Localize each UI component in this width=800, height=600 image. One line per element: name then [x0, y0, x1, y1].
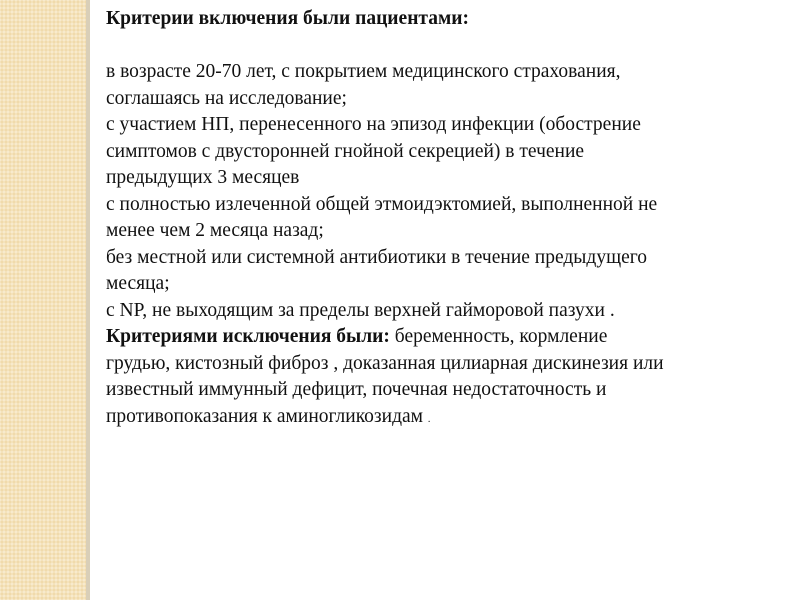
exclusion-criteria: [106, 324, 756, 433]
exclusion-first-line: [106, 324, 756, 351]
period-mark: .: [427, 413, 431, 425]
exclusion-heading: Критериями исключения были:: [106, 326, 390, 347]
slide-content: [106, 6, 756, 433]
spacer: [106, 33, 756, 60]
exclusion-text: противопоказания к аминогликозидам: [106, 405, 428, 427]
inclusion-line: в возрасте 20-70 лет, с покрытием медицинского страхования,: [106, 61, 621, 82]
inclusion-line: с участием НП, перенесенного на эпизод инфекции (обострение: [106, 114, 641, 135]
exclusion-text: беременность, кормление: [389, 326, 608, 347]
inclusion-line: симптомов с двусторонней гнойной секрецией) в течение: [106, 140, 585, 162]
inclusion-line: предыдущих 3 месяцев: [106, 167, 300, 188]
inclusion-line: соглашаясь на исследование;: [106, 87, 347, 109]
inclusion-line: с NP, не выходящим за пределы верхней гайморовой пазухи .: [106, 299, 615, 321]
exclusion-last-line: [106, 404, 756, 434]
exclusion-line: грудью, кистозный фиброз , доказанная цилиарная дискинезия или: [106, 352, 664, 374]
exclusion-line: известный иммунный дефицит, почечная недостаточность и: [106, 379, 607, 400]
decorative-side-strip: [0, 0, 86, 600]
inclusion-line: месяца;: [106, 273, 170, 294]
inclusion-criteria-list: [106, 59, 756, 324]
inclusion-line: без местной или системной антибиотики в течение предыдущего: [106, 246, 648, 268]
slide-title: Критерии включения были пациентами:: [106, 8, 470, 29]
inclusion-line: с полностью излеченной общей этмоидэктомией, выполненной не: [106, 193, 658, 215]
inclusion-line: менее чем 2 месяца назад;: [106, 220, 324, 241]
side-strip-edge: [86, 0, 90, 600]
